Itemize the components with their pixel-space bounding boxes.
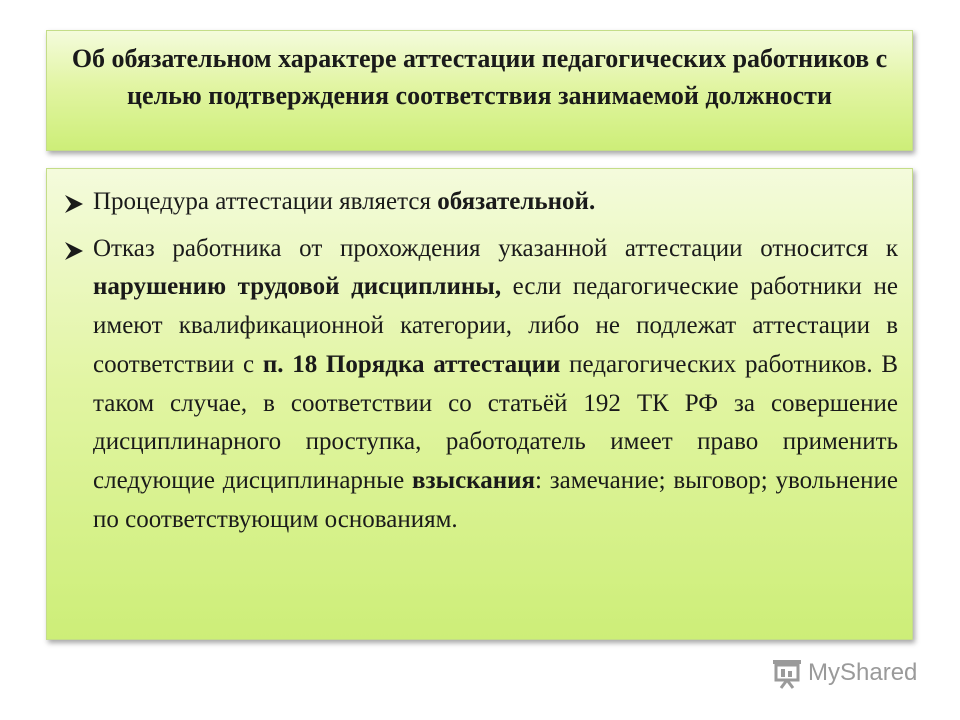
- item-text: если педагогические работники не имеют квалификационной категории, либо не подлежат аттестации в соответствии с: [93, 273, 898, 378]
- watermark-logo: [770, 656, 917, 690]
- list-item: [61, 183, 898, 222]
- item-emphasis: взыскания: [412, 466, 536, 494]
- presentation-board-icon: [770, 656, 804, 690]
- content-box: [46, 168, 913, 640]
- arrowhead-bullet-icon: [63, 240, 85, 262]
- watermark-text: MyShared: [808, 659, 918, 686]
- slide-title: Об обязательном характере аттестации педагогических работников с целью подтверждения соответствия занимаемой должности: [71, 44, 888, 110]
- item-text: Отказ работника от прохождения указанной аттестации относится к: [93, 234, 898, 262]
- title-box: [46, 30, 913, 151]
- item-text: : замечание; выговор; увольнение по соответствующим основаниям.: [93, 466, 898, 533]
- list-item: [61, 230, 898, 540]
- item-text: Процедура аттестации является: [93, 188, 438, 215]
- bullet-list: [47, 169, 912, 539]
- item-emphasis: обязательной.: [437, 188, 596, 215]
- item-text: педагогических работников. В таком случае, в соответствии со статьёй 192 ТК РФ за совершение дисциплинарного проступка, работодатель имеет право применить следующие дисциплинарные: [93, 350, 898, 494]
- item-emphasis: п. 18 Порядка аттестации: [262, 350, 561, 378]
- arrowhead-bullet-icon: [63, 193, 85, 215]
- item-emphasis: нарушению трудовой дисциплины,: [93, 273, 502, 301]
